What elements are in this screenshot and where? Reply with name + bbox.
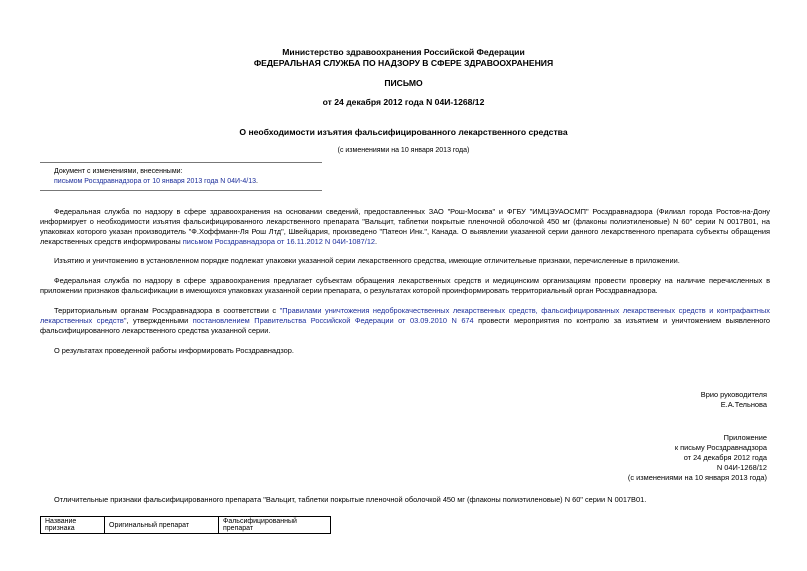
- paragraph-1: [40, 207, 770, 247]
- paragraph-4-text-3: провести мероприятия по контролю за изъятием и уничтожением выявленного фальсифицированного лекарственного средства указанной серии.: [40, 316, 770, 335]
- document-type: ПИСЬМО: [384, 78, 423, 88]
- document-date-number: от 24 декабря 2012 года N 04И-1268/12: [322, 97, 485, 107]
- paragraph-4-text: Территориальным органам Росздравнадзора в соответствии с: [54, 306, 280, 315]
- paragraph-4-text-2: , утвержденными: [126, 316, 193, 325]
- government-decree-link[interactable]: постановлением Правительства Российской Федерации от 03.09.2010 N 674: [192, 316, 474, 325]
- appendix-intro: Отличительные признаки фальсифицированного препарата "Вальцит, таблетки покрытые пленочной оболочкой 450 мг (флаконы полиэтиленовые) N 60" серии N 0017В01.: [54, 495, 647, 504]
- features-table: [40, 516, 331, 534]
- signature-role: Врио руководителя: [700, 390, 767, 399]
- divider-top: [40, 162, 322, 163]
- changes-box-end: .: [256, 178, 258, 185]
- paragraph-1-text: Федеральная служба по надзору в сфере здравоохранения на основании сведений, предоставленных ЗАО "Рош-Москва" и ФГБУ "ИМЦЭУАОСМП" Росздравнадзора (Филиал города Ростов-на-Дону информирует о необходимости изъятия фальсифицированного лекарственного препарата "Вальцит, таблетки покрытые пленочной оболочкой 450 мг (флаконы полиэтиленовые) N 60" серии N 0017В01, на упаковках которого указан производитель "Ф.Хоффманн-Ля Рош Лтд", Швейцария, произведено "Патеон Инк.", Канада. О выявлении указанной серии данного лекарственного препарата субъекты обращения лекарственных средств информированы: [40, 207, 770, 246]
- appendix-date: от 24 декабря 2012 года: [683, 453, 767, 462]
- appendix-reference: к письму Росздравнадзора: [674, 443, 767, 452]
- changes-box-label: Документ с изменениями, внесенными:: [54, 168, 183, 175]
- table-header-feature: Название признака: [41, 517, 105, 534]
- signature-name: Е.А.Тельнова: [720, 400, 767, 409]
- paragraph-3: Федеральная служба по надзору в сфере здравоохранения предлагает субъектам обращения лекарственных средств и медицинским организациям провести проверку на наличие перечисленных в приложении признаков фальсификации в имеющихся упаковках указанной серии препарата, о результатах которой проинформировать территориальный орган Росздравнадзора.: [40, 276, 770, 295]
- divider-bottom: [40, 190, 322, 191]
- table-header-falsified: Фальсифицированный препарат: [219, 517, 331, 534]
- service-name: ФЕДЕРАЛЬНАЯ СЛУЖБА ПО НАДЗОРУ В СФЕРЕ ЗДРАВООХРАНЕНИЯ: [253, 58, 554, 68]
- ministry-name: Министерство здравоохранения Российской Федерации: [282, 47, 525, 57]
- appendix-changes: (с изменениями на 10 января 2013 года): [627, 473, 767, 482]
- paragraph-4: [40, 306, 770, 336]
- changes-letter-link[interactable]: письмом Росздравнадзора от 10 января 2013 года N 04И-4/13: [54, 178, 257, 185]
- table-header-row: [41, 517, 331, 534]
- appendix-title: Приложение: [723, 433, 767, 442]
- table-header-original: Оригинальный препарат: [105, 517, 219, 534]
- roszdravnadzor-letter-link[interactable]: письмом Росздравнадзора от 16.11.2012 N 04И-1087/12: [182, 237, 376, 246]
- paragraph-2: Изъятию и уничтожению в установленном порядке подлежат упаковки указанной серии лекарственного средства, имеющие отличительные признаки, перечисленные в приложении.: [54, 256, 680, 265]
- document-title: О необходимости изъятия фальсифицированного лекарственного средства: [239, 127, 568, 137]
- paragraph-1-end: .: [375, 237, 378, 246]
- changes-box-line: [54, 177, 258, 187]
- destruction-rules-link[interactable]: "Правилами уничтожения недоброкачественных лекарственных средств, фальсифицированных лекарственных средств и контрафактных лекарственных средств": [40, 306, 770, 325]
- appendix-number: N 04И-1268/12: [716, 463, 767, 472]
- paragraph-5: О результатах проведенной работы информировать Росздравнадзор.: [54, 346, 294, 355]
- changes-note: (с изменениями на 10 января 2013 года): [337, 147, 470, 154]
